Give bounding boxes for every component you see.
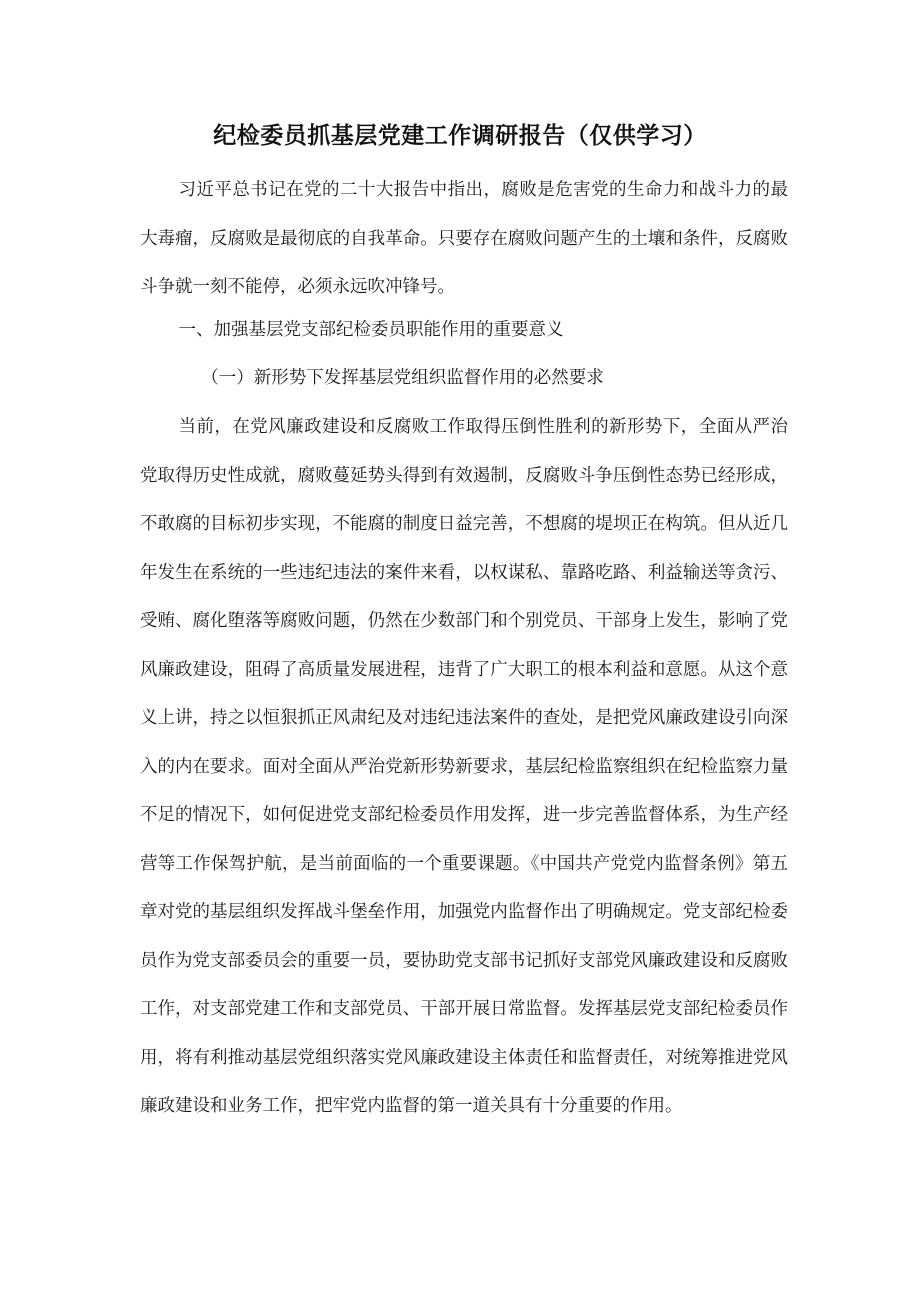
section-heading: 一、加强基层党支部纪检委员职能作用的重要意义	[178, 320, 564, 340]
intro-paragraph: 习近平总书记在党的二十大报告中指出，腐败是危害党的生命力和战斗力的最大毒瘤，反腐败是最彻底的自我革命。只要存在腐败问题产生的土壤和条件，反腐败斗争就一刻不能停，必须永远吹冲锋号。	[140, 180, 788, 297]
subsection-heading: （一）新形势下发挥基层党组织监督作用的必然要求	[201, 368, 604, 388]
body-paragraph: 当前，在党风廉政建设和反腐败工作取得压倒性胜利的新形势下，全面从严治党取得历史性成就，腐败蔓延势头得到有效遏制，反腐败斗争压倒性态势已经形成，不敢腐的目标初步实现，不能腐的制度日益完善，不想腐的堤坝正在构筑。但从近几年发生在系统的一些违纪违法的案件来看，以权谋私、靠路吃路、利益输送等贪污、受贿、腐化堕落等腐败问题，仍然在少数部门和个别党员、干部身上发生，影响了党风廉政建设，阻碍了高质量发展进程，违背了广大职工的根本利益和意愿。从这个意义上讲，持之以恒狠抓正风肃纪及对违纪违法案件的查处，是把党风廉政建设引向深入的内在要求。面对全面从严治党新形势新要求，基层纪检监察组织在纪检监察力量不足的情况下，如何促进党支部纪检委员作用发挥，进一步完善监督体系，为生产经营等工作保驾护航，是当前面临的一个重要课题。《中国共产党党内监督条例》第五章对党的基层组织发挥战斗堡垒作用，加强党内监督作出了明确规定。党支部纪检委员作为党支部委员会的重要一员，要协助党支部书记抓好支部党风廉政建设和反腐败工作，对支部党建工作和支部党员、干部开展日常监督。发挥基层党支部纪检委员作用，将有利推动基层党组织落实党风廉政建设主体责任和监督责任，对统筹推进党风廉政建设和业务工作，把牢党内监督的第一道关具有十分重要的作用。	[140, 417, 788, 1116]
document-title: 纪检委员抓基层党建工作调研报告（仅供学习）	[213, 123, 707, 149]
